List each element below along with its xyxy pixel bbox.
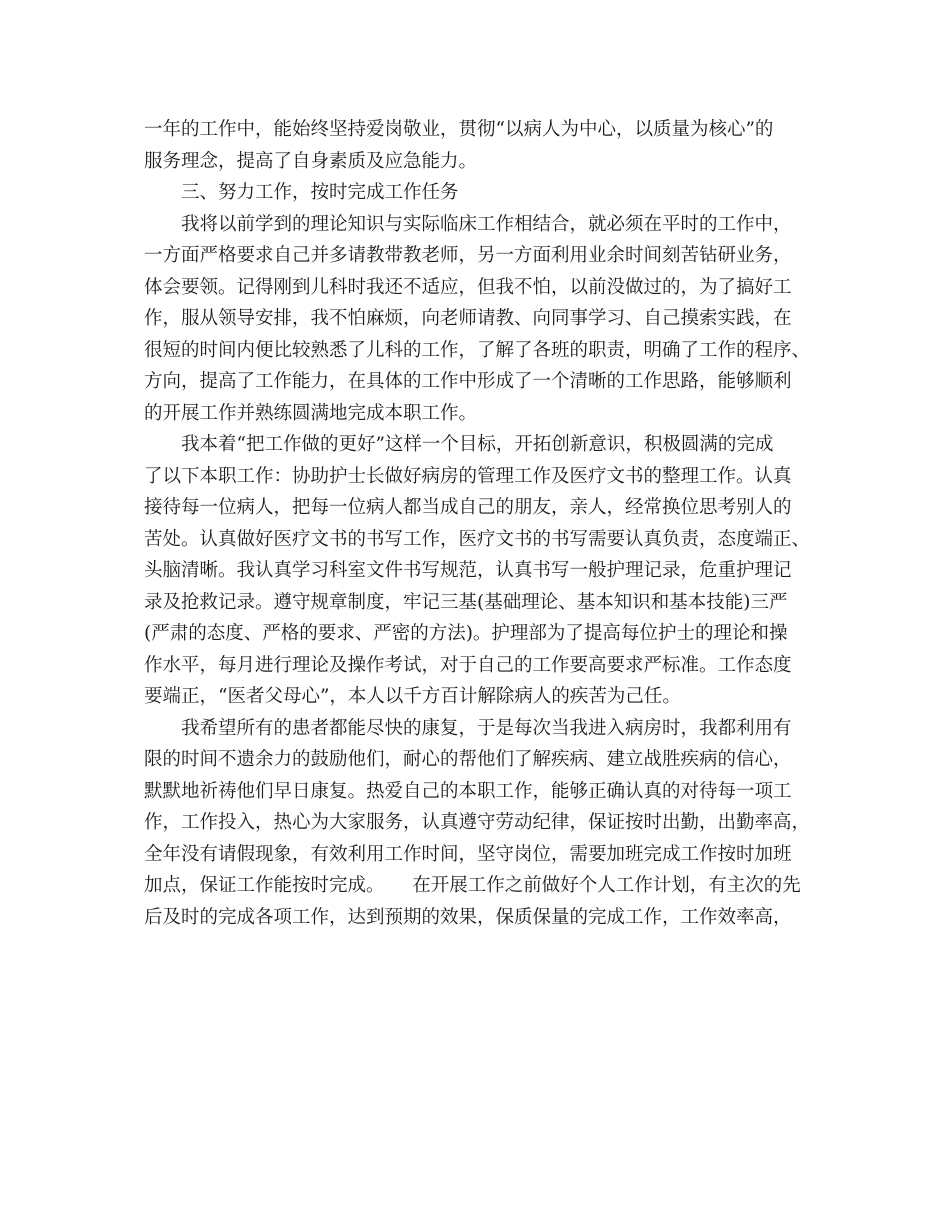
text-line: 一年的工作中，能始终坚持爱岗敬业，贯彻“以病人为中心，以质量为核心”的 (144, 119, 774, 140)
text-line: 全年没有请假现象，有效利用工作时间，坚守岗位，需要加班完成工作按时加班 (144, 843, 792, 865)
text-line: 要端正，“医者父母心”，本人以千方百计解除病人的疾苦为己任。 (144, 686, 681, 707)
text-line: 加点，保证工作能按时完成。 在开展工作之前做好个人工作计划，有主次的先 (144, 875, 801, 896)
text-line: 方向，提高了工作能力，在具体的工作中形成了一个清晰的工作思路，能够顺利 (144, 371, 792, 392)
text-line: 体会要领。记得刚到儿科时我还不适应，但我不怕，以前没做过的，为了搞好工 (144, 276, 792, 298)
text-line: 苦处。认真做好医疗文书的书写工作，医疗文书的书写需要认真负责，态度端正、 (144, 528, 811, 550)
text-line: 我本着“把工作做的更好”这样一个目标，开拓创新意识，积极圆满的完成 (144, 434, 774, 455)
text-line: 的开展工作并熟练圆满地完成本职工作。 (144, 402, 478, 424)
text-line: 作，工作投入，热心为大家服务，认真遵守劳动纪律，保证按时出勤，出勤率高， (144, 812, 811, 833)
text-line: 默默地祈祷他们早日康复。热爱自己的本职工作，能够正确认真的对待每一项工 (144, 780, 792, 802)
text-line: 接待每一位病人，把每一位病人都当成自己的朋友，亲人，经常换位思考别人的 (144, 497, 792, 518)
text-line: 很短的时间内便比较熟悉了儿科的工作，了解了各班的职责，明确了工作的程序、 (144, 339, 811, 361)
text-line: 了以下本职工作：协助护士长做好病房的管理工作及医疗文书的整理工作。认真 (144, 465, 792, 487)
text-line: 头脑清晰。我认真学习科室文件书写规范，认真书写一般护理记录，危重护理记 (144, 560, 792, 581)
text-line: (严肃的态度、严格的要求、严密的方法)。护理部为了提高每位护士的理论和操 (144, 623, 788, 644)
text-line: 限的时间不遗余力的鼓励他们，耐心的帮他们了解疾病、建立战胜疾病的信心， (144, 749, 792, 770)
text-line: 后及时的完成各项工作，达到预期的效果，保质保量的完成工作，工作效率高， (144, 906, 792, 928)
document-body (144, 114, 811, 933)
section-heading: 三、努力工作，按时完成工作任务 (144, 182, 459, 203)
text-line: 录及抢救记录。遵守规章制度，牢记三基(基础理论、基本知识和基本技能)三严 (144, 591, 788, 613)
text-line: 作，服从领导安排，我不怕麻烦，向老师请教、向同事学习、自己摸索实践，在 (144, 308, 792, 329)
text-line: 一方面严格要求自己并多请教带教老师，另一方面利用业余时间刻苦钻研业务， (144, 245, 792, 266)
text-line: 服务理念，提高了自身素质及应急能力。 (144, 150, 478, 172)
text-line: 作水平，每月进行理论及操作考试，对于自己的工作要高要求严标准。工作态度 (144, 654, 792, 676)
text-line: 我将以前学到的理论知识与实际临床工作相结合，就必须在平时的工作中， (144, 213, 792, 235)
text-line: 我希望所有的患者都能尽快的康复，于是每次当我进入病房时，我都利用有 (144, 717, 792, 739)
